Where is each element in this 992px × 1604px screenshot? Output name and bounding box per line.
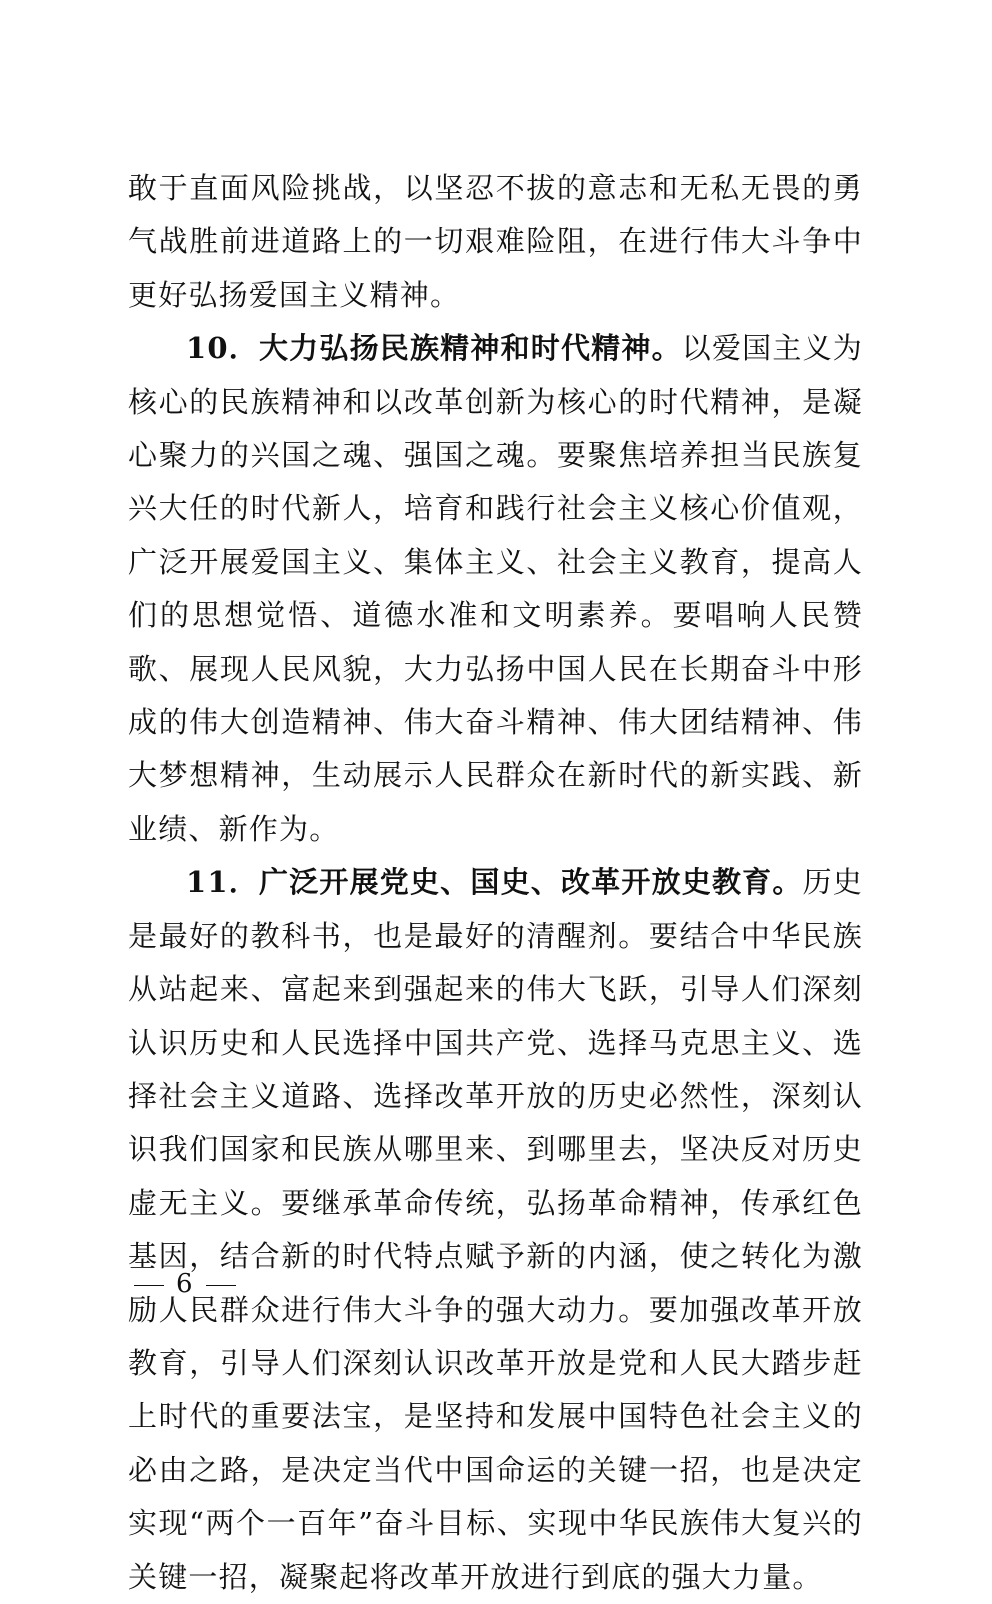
paragraph-text: 以爱国主义为核心的民族精神和以改革创新为核心的时代精神，是凝心聚力的兴国之魂、强国之魂。要聚焦培养担当民族复兴大任的时代新人，培育和践行社会主义核心价值观，广泛开展爱国主义、集体主义、社会主义教育，提高人们的思想觉悟、道德水准和文明素养。要唱响人民赞歌、展现人民风貌，大力弘扬中国人民在长期奋斗中形成的伟大创造精神、伟大奋斗精神、伟大团结精神、伟大梦想精神，生动展示人民群众在新时代的新实践、新业绩、新作为。: [128, 331, 863, 846]
footer-dash-right: [206, 1285, 236, 1286]
paragraph-section-10: [128, 322, 863, 856]
footer-dash-left: [134, 1285, 164, 1286]
paragraph-text: 历史是最好的教科书，也是最好的清醒剂。要结合中华民族从站起来、富起来到强起来的伟大飞跃，引导人们深刻认识历史和人民选择中国共产党、选择马克思主义、选择社会主义道路、选择改革开放的历史必然性，深刻认识我们国家和民族从哪里来、到哪里去，坚决反对历史虚无主义。要继承革命传统，弘扬革命精神，传承红色基因，结合新的时代特点赋予新的内涵，使之转化为激励人民群众进行伟大斗争的强大动力。要加强改革开放教育，引导人们深刻认识改革开放是党和人民大踏步赶上时代的重要法宝，是坚持和发展中国特色社会主义的必由之路，是决定当代中国命运的关键一招，也是决定实现“两个一百年”奋斗目标、实现中华民族伟大复兴的关键一招，凝聚起将改革开放进行到底的强大力量。: [128, 865, 863, 1594]
page-number: 6: [176, 1269, 194, 1299]
section-heading-11: 11．广泛开展党史、国史、改革开放史教育。: [186, 865, 803, 900]
paragraph-section-11: [128, 856, 863, 1604]
paragraph-continuation: [128, 162, 863, 322]
paragraph-text: 敢于直面风险挑战，以坚忍不拔的意志和无私无畏的勇气战胜前进道路上的一切艰难险阻，在进行伟大斗争中更好弘扬爱国主义精神。: [128, 171, 863, 312]
body-text: [128, 162, 863, 1604]
section-heading-10: 10．大力弘扬民族精神和时代精神。: [186, 331, 682, 366]
page-footer: [128, 1264, 242, 1304]
